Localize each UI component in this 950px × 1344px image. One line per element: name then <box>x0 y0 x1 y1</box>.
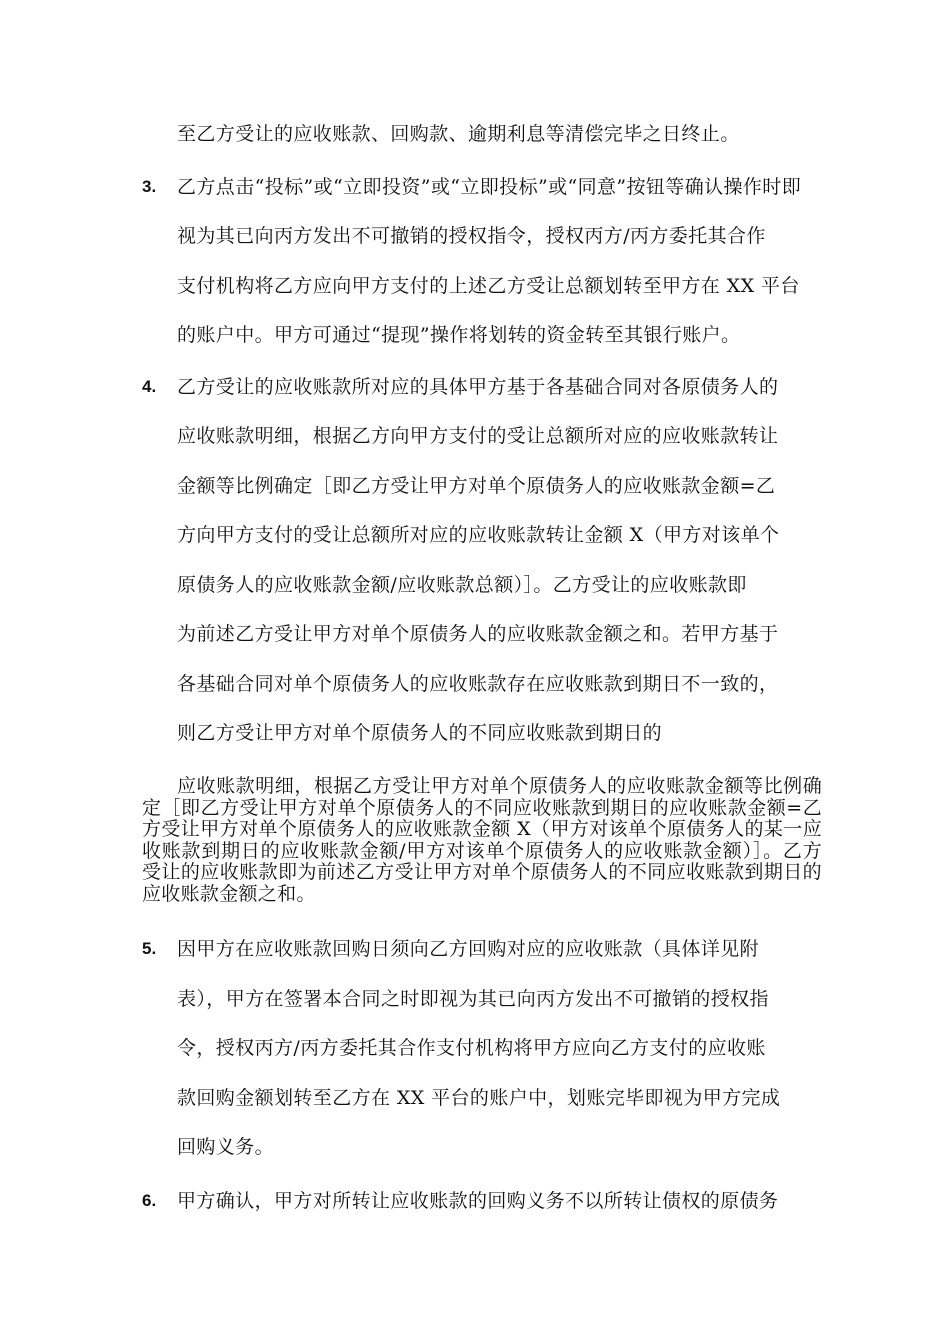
dense-paragraph: 应收账款明细，根据乙方受让甲方对单个原债务人的应收账款金额等比例确定［即乙方受让甲方对单个原债务人的不同应收账款到期日的应收账款金额=乙方受让甲方对单个原债务人的应收账款金额 X（甲方对该单个原债务人的某一应收账款到期日的应收账款金额/甲方对该单个原债务人的应收账款金额）］。乙方受让的应收账款即为前述乙方受让甲方对单个原债务人的不同应收账款到期日的应收账款金额之和。 <box>142 775 822 905</box>
item-5-line-3: 令，授权丙方/丙方委托其合作支付机构将甲方应向乙方支付的应收账 <box>177 1037 766 1059</box>
item-3-line-2: 视为其已向丙方发出不可撤销的授权指令，授权丙方/丙方委托其合作 <box>177 225 766 247</box>
item-4-line-8: 则乙方受让甲方对单个原债务人的不同应收账款到期日的 <box>177 722 663 744</box>
item-6-number: 6. <box>142 1191 157 1210</box>
item-4-line-2: 应收账款明细，根据乙方向甲方支付的受让总额所对应的应收账款转让 <box>177 425 779 447</box>
item-4-line-3: 金额等比例确定［即乙方受让甲方对单个原债务人的应收账款金额=乙 <box>177 475 776 497</box>
item-4-line-4: 方向甲方支付的受让总额所对应的应收账款转让金额 X（甲方对该单个 <box>177 524 780 546</box>
item-5-line-5: 回购义务。 <box>177 1136 275 1158</box>
item-6-line-1: 甲方确认，甲方对所转让应收账款的回购义务不以所转让债权的原债务 <box>177 1190 779 1212</box>
item-4-line-7: 各基础合同对单个原债务人的应收账款存在应收账款到期日不一致的， <box>177 673 779 695</box>
item-4-line-1: 乙方受让的应收账款所对应的具体甲方基于各基础合同对各原债务人的 <box>177 376 779 398</box>
item-4-line-6: 为前述乙方受让甲方对单个原债务人的应收账款金额之和。若甲方基于 <box>177 623 779 645</box>
item-5-line-1: 因甲方在应收账款回购日须向乙方回购对应的应收账款（具体详见附 <box>177 938 760 960</box>
item-5-line-4: 款回购金额划转至乙方在 XX 平台的账户中，划账完毕即视为甲方完成 <box>177 1087 781 1109</box>
item-5-number: 5. <box>142 939 157 958</box>
item-3-line-3: 支付机构将乙方应向甲方支付的上述乙方受让总额划转至甲方在 XX 平台 <box>177 275 800 297</box>
item-3-line-4: 的账户中。甲方可通过“提现”操作将划转的资金转至其银行账户。 <box>177 324 741 346</box>
item-3-line-1: 乙方点击“投标”或“立即投资”或“立即投标”或“同意”按钮等确认操作时即 <box>177 176 802 198</box>
intro-line: 至乙方受让的应收账款、回购款、逾期利息等清偿完毕之日终止。 <box>177 123 740 145</box>
item-3-number: 3. <box>142 177 157 196</box>
item-4-number: 4. <box>142 377 157 396</box>
item-5-line-2: 表），甲方在签署本合同之时即视为其已向丙方发出不可撤销的授权指 <box>177 988 769 1010</box>
item-4-line-5: 原债务人的应收账款金额/应收账款总额）］。乙方受让的应收账款即 <box>177 574 747 596</box>
